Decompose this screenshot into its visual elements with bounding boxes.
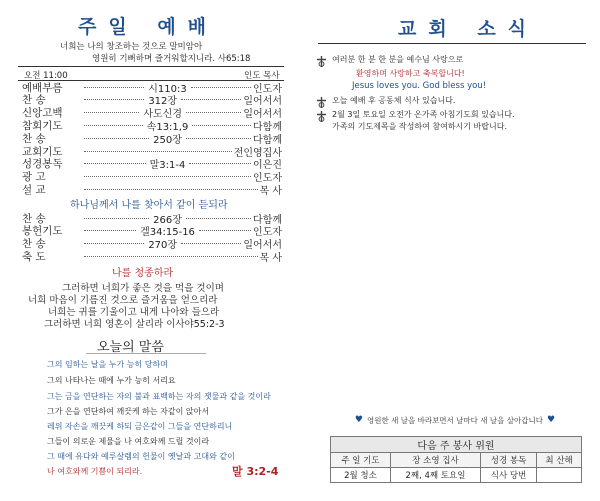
service-leader: 인도 목사: [244, 71, 280, 81]
order-scripture: 250장: [153, 134, 182, 146]
order-leader: 목 사: [259, 185, 282, 197]
news3-line1: 2월 3일 토요일 오전가 온가족 아침기도회 있습니다.: [332, 110, 515, 119]
order-leader: 전인영집사: [233, 147, 282, 159]
poem-line-4: 그러하면 너희 영혼이 살리라 이사야55:2-3: [44, 319, 225, 330]
order-leader: 일어서서: [243, 96, 283, 108]
order-scripture: 겔34:15-16: [140, 227, 195, 239]
order-label: 찬 송: [22, 132, 46, 145]
cross-icon: [316, 107, 327, 126]
motto-text: 영원한 새 날을 바라보면서 날마다 새 날을 살아갑니다: [366, 415, 544, 425]
word-line-5: 레위 자손을 깨끗케 하되 금은같이 그들을 연단하리니: [47, 422, 233, 431]
service-time: 오전 11:00: [24, 71, 68, 81]
order-scripture: 266장: [153, 214, 182, 226]
order-leader: 인도자: [253, 83, 282, 95]
order-leader: 인도자: [253, 227, 283, 239]
leader-dots: [192, 125, 251, 126]
order-label: 찬 송: [22, 94, 46, 107]
order-scripture: 270장: [148, 240, 178, 252]
order-scripture: 시110:3: [148, 83, 187, 95]
heart-icon: ♥: [354, 415, 363, 425]
order-leader: 인도자: [253, 173, 282, 185]
order-label: 성경봉독: [22, 158, 63, 171]
news2: 오늘 예배 후 공동체 식사 있습니다.: [332, 96, 456, 105]
word-underline: [86, 353, 206, 354]
order-label: 봉헌기도: [22, 225, 63, 238]
news1-line2: 환영하며 사랑하고 축복합니다!: [356, 69, 465, 78]
leader-dots: [84, 163, 146, 164]
order-row: [22, 182, 282, 196]
header-verse-line1: 너희는 나의 창조하는 것으로 말미암아: [60, 42, 203, 52]
order-leader: 다함께: [253, 134, 283, 146]
news1-line3: Jesus loves you. God bless you!: [352, 81, 487, 91]
news3-line2: 가족의 기도제목을 작성하여 참여하시기 바랍니다.: [332, 122, 508, 131]
leader-dots: [186, 112, 241, 113]
heart-icon: ♥: [547, 415, 556, 425]
order-label: 설 교: [22, 183, 46, 196]
leader-dots: [84, 243, 144, 244]
order-label: 예배부름: [22, 81, 63, 94]
service-cell: [537, 468, 582, 483]
word-line-8: 나 여호와께 기쁨이 되리라.: [47, 467, 143, 476]
leader-dots: [84, 125, 143, 126]
right-title-rule: [318, 43, 586, 44]
leader-dots: [84, 138, 149, 139]
order-leader: 일어서서: [243, 109, 282, 121]
cross-icon: [316, 52, 327, 71]
order-label: 축 도: [22, 250, 46, 263]
leader-dots: [191, 87, 251, 88]
service-cell: 2째, 4째 토요일: [390, 468, 480, 483]
leader-dots: [84, 151, 232, 152]
service-cell: 2월 청소: [331, 468, 391, 483]
service-cell: 최 산해: [537, 453, 582, 468]
word-line-2: 그의 나타나는 때에 누가 능히 서리요: [47, 376, 176, 385]
left-top-rule: [18, 66, 284, 67]
order-label: 광 고: [22, 171, 46, 184]
service-table: [330, 436, 582, 483]
leader-dots: [199, 230, 251, 231]
poem-line-1: 그러하면 너희가 좋은 것을 먹을 것이며: [62, 283, 224, 294]
order-leader: 목 사: [259, 252, 282, 264]
order-scripture: 말3:1-4: [149, 160, 186, 172]
leader-dots: [84, 112, 139, 113]
order-label: 참회기도: [22, 119, 63, 132]
poem-title: 나를 청종하라: [112, 268, 174, 279]
service-cell: 성경 봉독: [480, 453, 536, 468]
left-title: 주일 예배: [78, 16, 219, 38]
leader-dots: [84, 256, 258, 257]
order-label: 신앙고백: [22, 107, 63, 120]
order-label: 찬 송: [22, 238, 46, 251]
leader-dots: [84, 87, 144, 88]
word-line-7: 그 때에 유다와 예루살렘의 헌물이 옛날과 고대와 같이: [47, 452, 235, 461]
word-line-4: 그가 은을 연단하여 깨끗케 하는 자같이 앉아서: [47, 407, 210, 416]
order-scripture: 사도신경: [143, 109, 182, 121]
order-leader: 일어서서: [243, 240, 283, 252]
order-label: 찬 송: [22, 212, 46, 225]
leader-dots: [186, 138, 251, 139]
order-label: 교회기도: [22, 145, 63, 158]
word-line-3: 그는 금을 연단하는 자의 불과 표백하는 자의 잿물과 같을 것이라: [47, 392, 271, 401]
response-heading: 하나님께서 나를 찾아서 같이 듣되라: [70, 200, 228, 211]
poem-line-2: 너희 마음이 기름진 것으로 즐거움을 얻으리라: [28, 295, 218, 306]
leader-dots: [189, 163, 251, 164]
leader-dots: [181, 99, 241, 100]
order-leader: 다함께: [253, 121, 282, 133]
service-table-heading: 다음 주 봉사 위원: [331, 437, 582, 453]
word-line-6: 그들이 의로운 제물을 나 여호와께 드릴 것이라: [47, 437, 210, 446]
header-verse-line2: 영원히 기뻐하며 즐거워할지니라. 사65:18: [92, 54, 251, 64]
leader-dots: [84, 176, 251, 177]
news1-line1: 여러분 한 분 한 분을 예수님 사랑으로: [332, 55, 464, 64]
leader-dots: [186, 218, 251, 219]
leader-dots: [181, 243, 241, 244]
service-cell: 식사 당번: [480, 468, 536, 483]
service-cell: 주 일 기도: [331, 453, 391, 468]
order-scripture: 312장: [148, 96, 178, 108]
service-cell: 장 소영 집사: [390, 453, 480, 468]
leader-dots: [84, 189, 258, 190]
motto-banner: [324, 412, 586, 428]
order-scripture: 속13:1,9: [146, 121, 189, 133]
word-title: 오늘의 말씀: [97, 340, 164, 355]
word-line-1: 그의 임하는 날을 누가 능히 당하며: [47, 360, 168, 369]
order-leader: 이은진: [253, 160, 282, 172]
leader-dots: [84, 99, 144, 100]
leader-dots: [84, 230, 136, 231]
right-title: 교회 소식: [398, 18, 539, 40]
order-row: [22, 249, 282, 263]
order-leader: 다함께: [253, 214, 283, 226]
leader-dots: [84, 218, 149, 219]
word-reference: 말 3:2-4: [232, 465, 279, 478]
poem-line-3: 너희는 귀를 기울이고 내게 나아와 들으라: [48, 307, 220, 318]
